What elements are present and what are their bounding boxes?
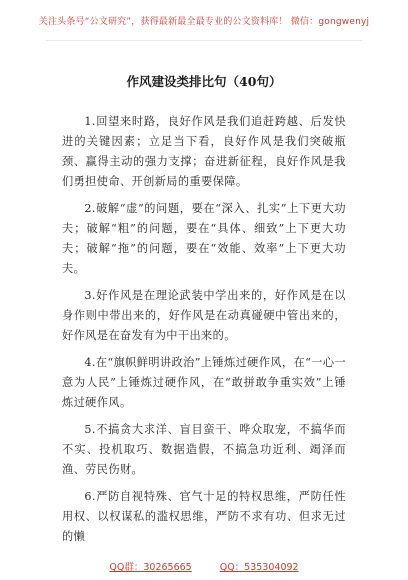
paragraph-4: 4.在“旗帜鲜明讲政治”上锤炼过硬作风，在“一心一意为人民”上锤炼过硬作风，在“敢拼敢争重实效”上锤炼过硬作风。 (62, 356, 346, 409)
document-title: 作风建设类排比句（40句） (126, 74, 282, 89)
paragraph-2: 2.破解“虚”的问题，要在“深入、扎实”上下更大功夫；破解“粗”的问题，要在“具体、细致”上下更大功夫；破解“拖”的问题，要在“效能、效率”上下更大功夫。 (62, 202, 346, 275)
paragraph-3: 3.好作风是在理论武装中学出来的，好作风是在以身作则中带出来的，好作风是在动真碰硬中管出来的，好作风是在奋发有为中干出来的。 (62, 289, 346, 342)
document-body (62, 112, 346, 554)
paragraph-5: 5.不搞贪大求洋、盲目蛮干、哗众取宠，不搞华而不实、投机取巧、数据造假，不搞急功近利、竭泽而渔、劳民伤财。 (62, 423, 346, 476)
header-divider (46, 40, 362, 41)
paragraph-1: 1.回望来时路，良好作风是我们追赶跨越、后发快进的关键因素；立足当下看，良好作风是我们突破瓶颈、赢得主动的强力支撑；奋进新征程，良好作风是我们勇担使命、开创新局的重要保障。 (62, 115, 346, 188)
header-banner: 关注头条号“公文研究”，获得最新最全最专业的公文资料库！ 微信：gongwenyj (38, 17, 370, 27)
qq-group-link[interactable]: QQ群：30265665 (109, 562, 192, 573)
qq-contact-link[interactable]: QQ：535304092 (219, 562, 299, 573)
footer-contact (0, 559, 408, 573)
paragraph-6: 6.严防自视特殊、官气十足的特权思维，严防任性用权、以权谋私的滥权思维，严防不求有功、但求无过的懒 (62, 490, 346, 543)
